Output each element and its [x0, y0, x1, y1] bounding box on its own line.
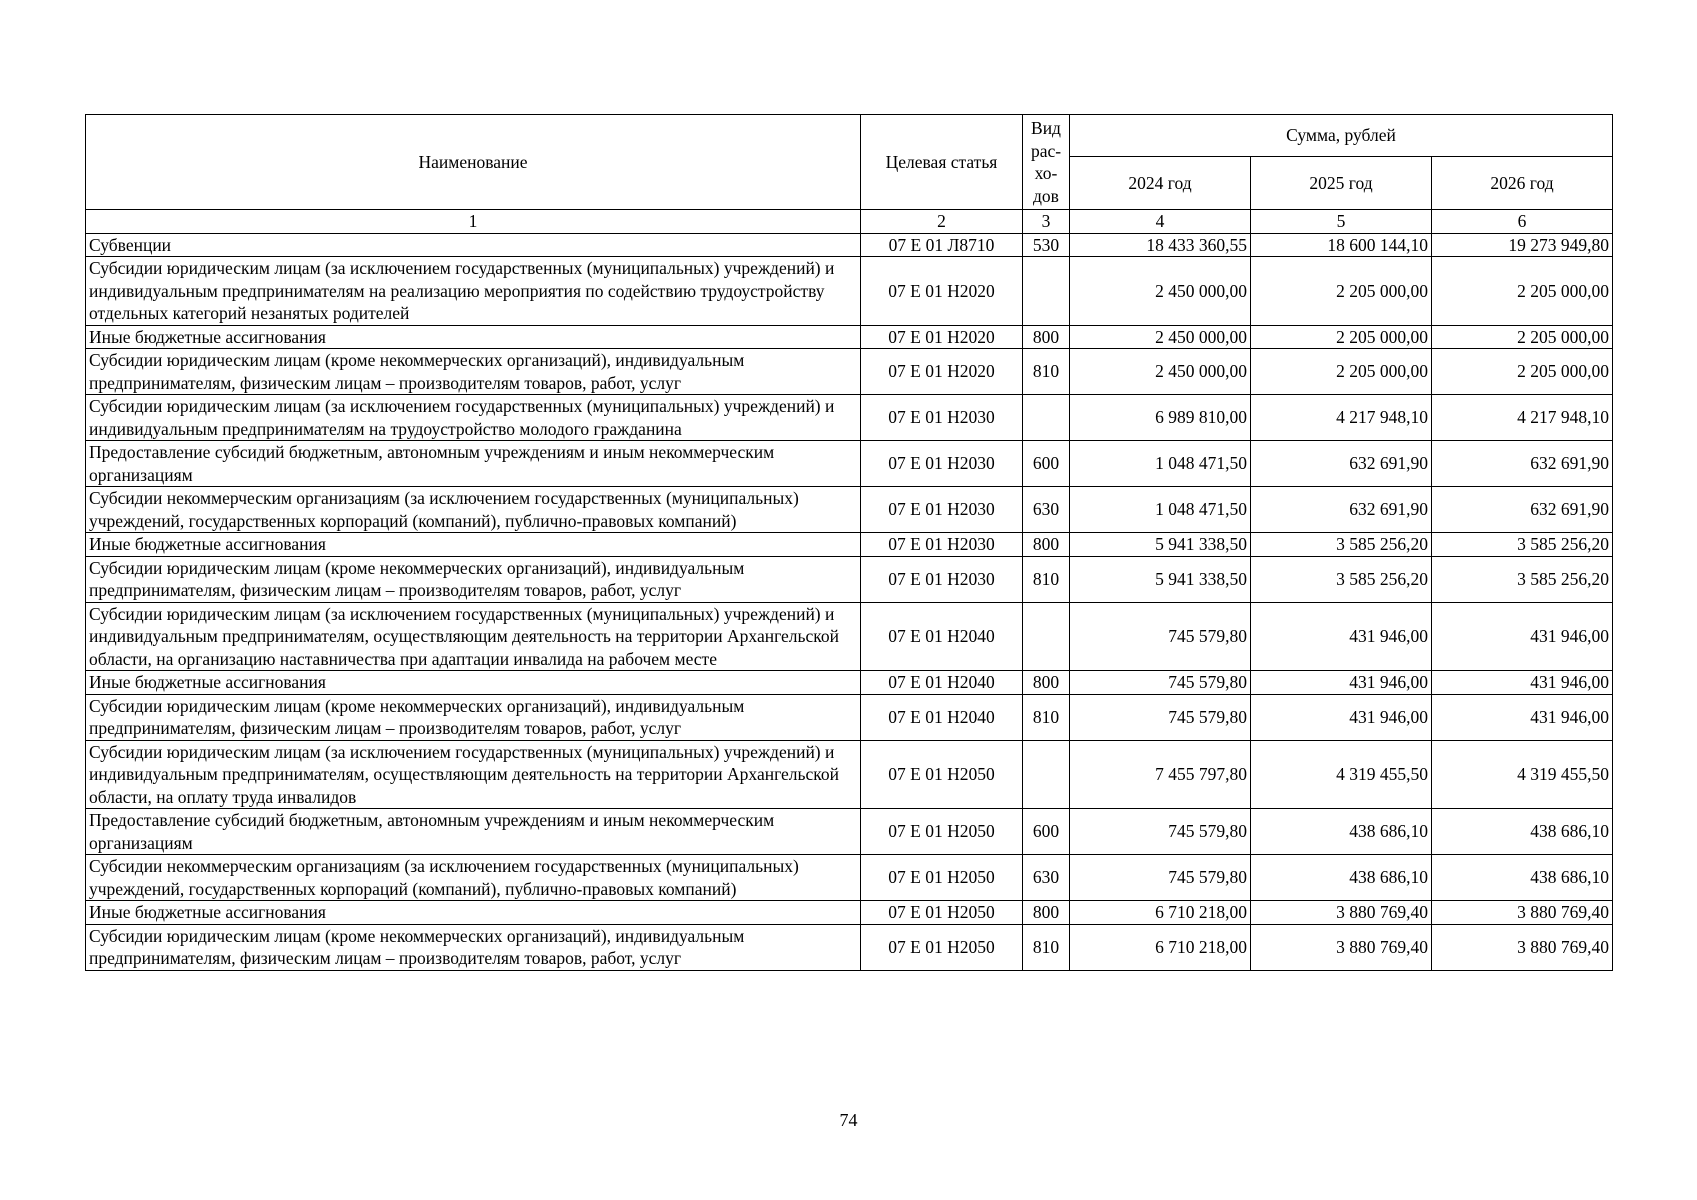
header-expense-type: Вид рас- хо- дов	[1023, 115, 1070, 210]
sum-2025: 632 691,90	[1251, 487, 1432, 533]
row-name: Иные бюджетные ассигнования	[86, 901, 861, 925]
target-article: 07 Е 01 Н2020	[861, 349, 1023, 395]
sum-2025: 438 686,10	[1251, 855, 1432, 901]
sum-2024: 745 579,80	[1070, 671, 1251, 695]
expense-type: 810	[1023, 349, 1070, 395]
table-row	[86, 694, 1613, 740]
expense-type: 800	[1023, 671, 1070, 695]
target-article: 07 Е 01 Н2050	[861, 901, 1023, 925]
expense-type: 800	[1023, 325, 1070, 349]
sum-2025: 632 691,90	[1251, 441, 1432, 487]
sum-2024: 6 710 218,00	[1070, 901, 1251, 925]
sum-2025: 438 686,10	[1251, 809, 1432, 855]
expense-type: 810	[1023, 694, 1070, 740]
expense-type	[1023, 257, 1070, 326]
row-name: Субсидии юридическим лицам (кроме некоммерческих организаций), индивидуальным предпринимателям, физическим лицам – производителям товаров, работ, услуг	[86, 924, 861, 970]
target-article: 07 Е 01 Н2050	[861, 809, 1023, 855]
sum-2026: 3 585 256,20	[1432, 533, 1613, 557]
sum-2026: 431 946,00	[1432, 602, 1613, 671]
expense-type: 600	[1023, 809, 1070, 855]
column-number-row	[86, 210, 1613, 234]
sum-2025: 4 217 948,10	[1251, 395, 1432, 441]
table-row	[86, 395, 1613, 441]
sum-2025: 3 585 256,20	[1251, 556, 1432, 602]
column-number: 6	[1432, 210, 1613, 234]
row-name: Субсидии юридическим лицам (кроме некоммерческих организаций), индивидуальным предпринимателям, физическим лицам – производителям товаров, работ, услуг	[86, 694, 861, 740]
table-row	[86, 671, 1613, 695]
row-name: Субсидии юридическим лицам (за исключением государственных (муниципальных) учреждений) и индивидуальным предпринимателям на трудоустройство молодого гражданина	[86, 395, 861, 441]
column-number: 3	[1023, 210, 1070, 234]
sum-2025: 431 946,00	[1251, 671, 1432, 695]
table-row	[86, 602, 1613, 671]
sum-2025: 2 205 000,00	[1251, 257, 1432, 326]
target-article: 07 Е 01 Н2040	[861, 694, 1023, 740]
sum-2026: 3 585 256,20	[1432, 556, 1613, 602]
sum-2026: 4 217 948,10	[1432, 395, 1613, 441]
sum-2024: 2 450 000,00	[1070, 325, 1251, 349]
table-row	[86, 233, 1613, 257]
column-number: 1	[86, 210, 861, 234]
target-article: 07 Е 01 Н2020	[861, 325, 1023, 349]
sum-2024: 745 579,80	[1070, 855, 1251, 901]
sum-2024: 1 048 471,50	[1070, 487, 1251, 533]
row-name: Субсидии юридическим лицам (за исключением государственных (муниципальных) учреждений) и индивидуальным предпринимателям, осуществляющим деятельность на территории Архангельской области, на оплату труда инвалидов	[86, 740, 861, 809]
table-row	[86, 740, 1613, 809]
target-article: 07 Е 01 Н2050	[861, 740, 1023, 809]
header-sum: Сумма, рублей	[1070, 115, 1613, 157]
sum-2025: 2 205 000,00	[1251, 349, 1432, 395]
row-name: Иные бюджетные ассигнования	[86, 533, 861, 557]
sum-2026: 2 205 000,00	[1432, 325, 1613, 349]
target-article: 07 Е 01 Н2030	[861, 487, 1023, 533]
page-number: 74	[839, 1110, 858, 1130]
row-name: Иные бюджетные ассигнования	[86, 671, 861, 695]
table-row	[86, 325, 1613, 349]
table-row	[86, 487, 1613, 533]
sum-2026: 2 205 000,00	[1432, 257, 1613, 326]
table-row	[86, 533, 1613, 557]
row-name: Субсидии юридическим лицам (кроме некоммерческих организаций), индивидуальным предпринимателям, физическим лицам – производителям товаров, работ, услуг	[86, 349, 861, 395]
sum-2024: 745 579,80	[1070, 602, 1251, 671]
sum-2024: 5 941 338,50	[1070, 556, 1251, 602]
target-article: 07 Е 01 Н2040	[861, 671, 1023, 695]
row-name: Иные бюджетные ассигнования	[86, 325, 861, 349]
expense-type: 810	[1023, 924, 1070, 970]
target-article: 07 Е 01 Н2050	[861, 855, 1023, 901]
sum-2026: 438 686,10	[1432, 809, 1613, 855]
expense-type: 810	[1023, 556, 1070, 602]
table-row	[86, 855, 1613, 901]
sum-2024: 745 579,80	[1070, 694, 1251, 740]
expense-type: 630	[1023, 855, 1070, 901]
sum-2024: 1 048 471,50	[1070, 441, 1251, 487]
row-name: Субсидии некоммерческим организациям (за исключением государственных (муниципальных) учреждений, государственных корпораций (компаний), публично-правовых компаний)	[86, 487, 861, 533]
expense-type	[1023, 740, 1070, 809]
target-article: 07 Е 01 Н2040	[861, 602, 1023, 671]
sum-2025: 431 946,00	[1251, 694, 1432, 740]
sum-2025: 3 880 769,40	[1251, 924, 1432, 970]
sum-2026: 3 880 769,40	[1432, 901, 1613, 925]
column-number: 5	[1251, 210, 1432, 234]
header-year-2025: 2025 год	[1251, 157, 1432, 210]
table-row	[86, 441, 1613, 487]
sum-2025: 18 600 144,10	[1251, 233, 1432, 257]
row-name: Предоставление субсидий бюджетным, автономным учреждениям и иным некоммерческим организациям	[86, 809, 861, 855]
sum-2026: 431 946,00	[1432, 694, 1613, 740]
row-name: Предоставление субсидий бюджетным, автономным учреждениям и иным некоммерческим организациям	[86, 441, 861, 487]
row-name: Субсидии юридическим лицам (кроме некоммерческих организаций), индивидуальным предпринимателям, физическим лицам – производителям товаров, работ, услуг	[86, 556, 861, 602]
budget-table	[85, 114, 1613, 971]
table-row	[86, 924, 1613, 970]
expense-type: 630	[1023, 487, 1070, 533]
sum-2025: 3 880 769,40	[1251, 901, 1432, 925]
expense-type	[1023, 602, 1070, 671]
sum-2024: 2 450 000,00	[1070, 257, 1251, 326]
sum-2024: 18 433 360,55	[1070, 233, 1251, 257]
sum-2026: 3 880 769,40	[1432, 924, 1613, 970]
sum-2026: 632 691,90	[1432, 441, 1613, 487]
row-name: Субсидии юридическим лицам (за исключением государственных (муниципальных) учреждений) и индивидуальным предпринимателям, осуществляющим деятельность на территории Архангельской области, на организацию наставничества при адаптации инвалида на рабочем месте	[86, 602, 861, 671]
sum-2026: 632 691,90	[1432, 487, 1613, 533]
header-year-2024: 2024 год	[1070, 157, 1251, 210]
sum-2024: 5 941 338,50	[1070, 533, 1251, 557]
target-article: 07 Е 01 Л8710	[861, 233, 1023, 257]
target-article: 07 Е 01 Н2050	[861, 924, 1023, 970]
expense-type	[1023, 395, 1070, 441]
sum-2024: 6 989 810,00	[1070, 395, 1251, 441]
sum-2026: 438 686,10	[1432, 855, 1613, 901]
sum-2025: 431 946,00	[1251, 602, 1432, 671]
column-number: 2	[861, 210, 1023, 234]
table-row	[86, 809, 1613, 855]
sum-2024: 7 455 797,80	[1070, 740, 1251, 809]
sum-2026: 4 319 455,50	[1432, 740, 1613, 809]
sum-2025: 2 205 000,00	[1251, 325, 1432, 349]
sum-2026: 2 205 000,00	[1432, 349, 1613, 395]
sum-2024: 6 710 218,00	[1070, 924, 1251, 970]
expense-type: 600	[1023, 441, 1070, 487]
row-name: Субсидии юридическим лицам (за исключением государственных (муниципальных) учреждений) и индивидуальным предпринимателям на реализацию мероприятия по содействию трудоустройству отдельных категорий незанятых родителей	[86, 257, 861, 326]
sum-2026: 431 946,00	[1432, 671, 1613, 695]
target-article: 07 Е 01 Н2030	[861, 556, 1023, 602]
expense-type: 800	[1023, 533, 1070, 557]
sum-2026: 19 273 949,80	[1432, 233, 1613, 257]
sum-2025: 4 319 455,50	[1251, 740, 1432, 809]
row-name: Субсидии некоммерческим организациям (за исключением государственных (муниципальных) учреждений, государственных корпораций (компаний), публично-правовых компаний)	[86, 855, 861, 901]
table-row	[86, 901, 1613, 925]
target-article: 07 Е 01 Н2020	[861, 257, 1023, 326]
target-article: 07 Е 01 Н2030	[861, 533, 1023, 557]
expense-type: 800	[1023, 901, 1070, 925]
header-target-article: Целевая статья	[861, 115, 1023, 210]
header-year-2026: 2026 год	[1432, 157, 1613, 210]
table-row	[86, 556, 1613, 602]
target-article: 07 Е 01 Н2030	[861, 441, 1023, 487]
sum-2024: 745 579,80	[1070, 809, 1251, 855]
expense-type: 530	[1023, 233, 1070, 257]
sum-2024: 2 450 000,00	[1070, 349, 1251, 395]
column-number: 4	[1070, 210, 1251, 234]
table-row	[86, 349, 1613, 395]
row-name: Субвенции	[86, 233, 861, 257]
target-article: 07 Е 01 Н2030	[861, 395, 1023, 441]
sum-2025: 3 585 256,20	[1251, 533, 1432, 557]
table-row	[86, 257, 1613, 326]
header-name: Наименование	[86, 115, 861, 210]
